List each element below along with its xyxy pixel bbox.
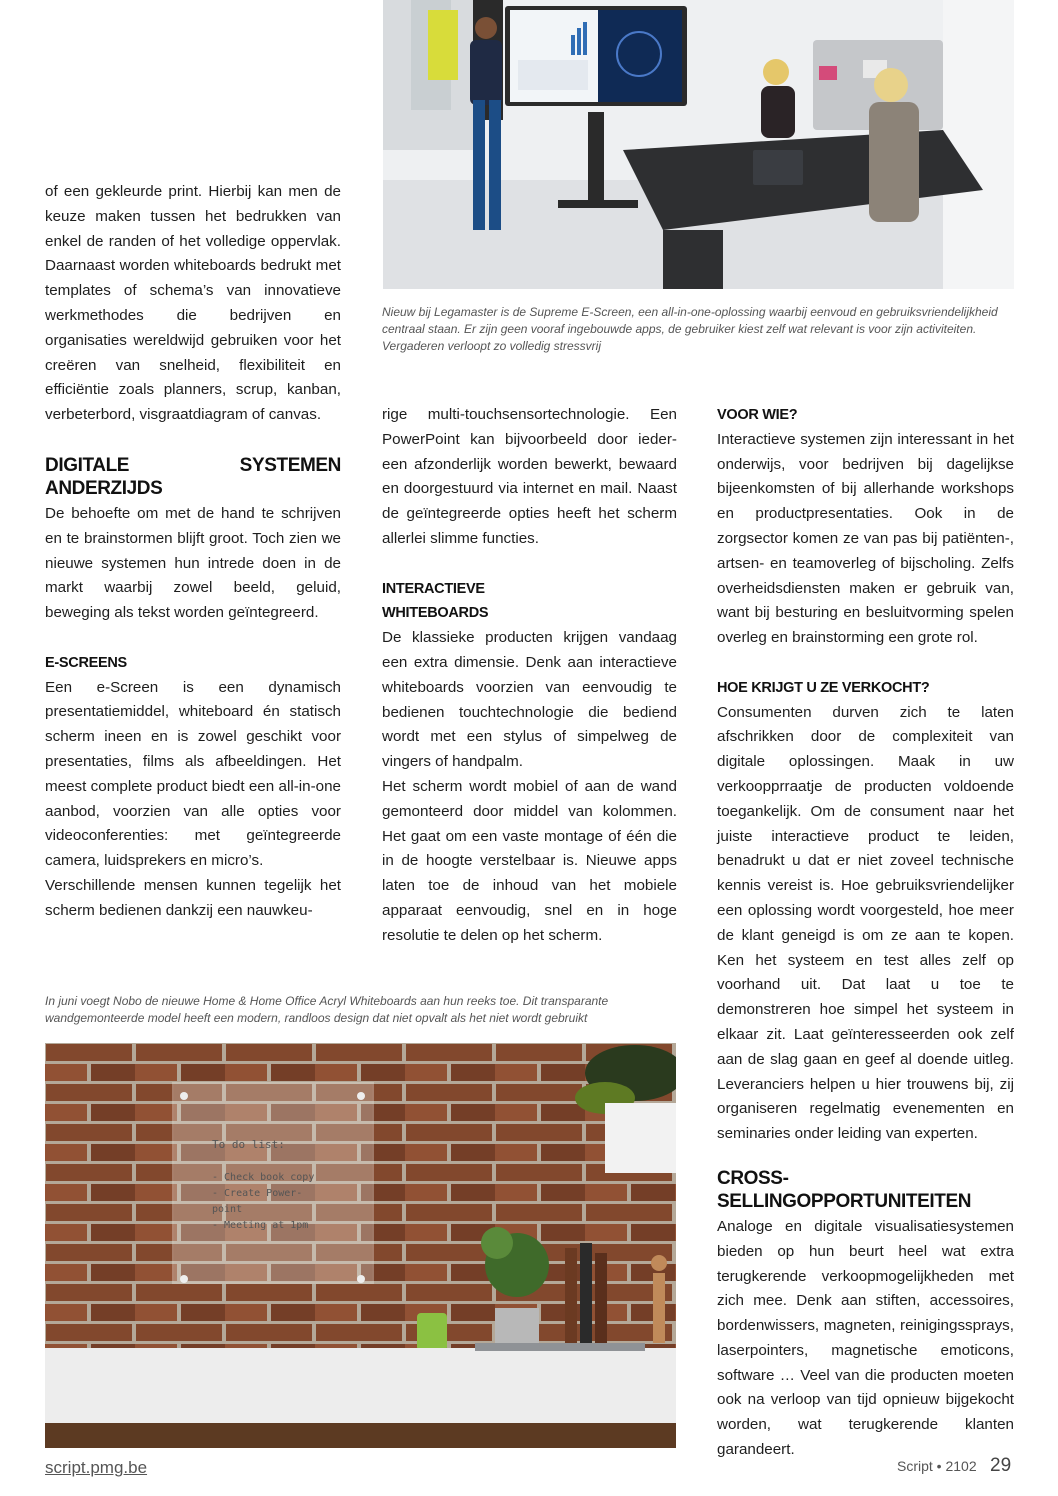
board-note-line: - Check book copy xyxy=(212,1172,315,1183)
desk-surface xyxy=(45,1348,676,1423)
photo-e-screen-meeting xyxy=(383,0,1014,289)
caption-e-screen: Nieuw bij Legamaster is de Supreme E-Screen, een all-in-one-oplossing waarbij eenvoud en gebruiksvriendelijkheid centraal staan. Er zijn geen vooraf ingebouwde apps, de gebruiker kiest zelf wat relevant is voor zijn activiteiten. Vergaderen verloopt zo volledig stressvrij xyxy=(382,305,998,353)
paragraph: of een gekleurde print. Hierbij kan men de keuze maken tussen het bedrukken van enkel de randen of het volledige oppervlak. Daarnaast worden whiteboards bedrukt met templates of schema’s van innovatieve werkmethodes die bedrijven en organisaties wereldwijd gebruiken voor het creëren van snelheid, flexibiliteit en efficiëntie zoals planners, scrup, kanban, verbeterbord, visgraatdiagram of canvas. xyxy=(45,183,341,424)
paragraph: Interactieve systemen zijn interessant in het onderwijs, voor bedrijven bij dagelijkse bijeenkomsten of bij allerhande workshops en productpresentaties. Ook in de zorgsector komen ze van pas bij patiënten-, artsen- en teamoverleg of bijscholing. Zelfs overheidsdiensten maken er gebruik van, want bij besturing en besluitvorming spelen overleg en brainstorming een grote rol. xyxy=(717,430,1014,647)
paragraph: Analoge en digitale visualisatiesystemen bieden op hun beurt heel wat extra terugkerende verkoopmogelijkheden met zich mee. Denk aan stiften, accessoires, bordenwissers, magneten, reinigingssprays, laserpointers, magnetische emoticons, software … Veel van die producten moeten ook na verloop van tijd opnieuw bijgekocht worden, wat terugkerende klanten garandeert. xyxy=(717,1217,1014,1459)
paragraph: Consumenten durven zich te laten afschrikken door de complexiteit van digitale oplossingen. Maak in uw verkoopprraatje de producten voldoende toegankelijk. Om de consument naar het juiste interactieve product te leiden, benadrukt u dat er niet zoveel technische kennis vereist is. Hoe gebruiksvriendelijker een oplossing wordt voorgesteld, hoe meer de klant geneigd is om ze aan te kopen. Ken het systeem en test alles zelf op voorhand uit. Dat laat u toe te demonstreren hoe simpel het systeem in elkaar zit. Laat geïnteresseerden ook zelf aan de slag gaan en geef al doende uitleg. Leveranciers helpen u hier trouwens bij, zij organiseren regelmatig evenementen en seminaries onder leiding van experten. xyxy=(717,703,1014,1143)
footer-website-link[interactable]: script.pmg.be xyxy=(45,1458,148,1477)
paragraph: De klassieke producten krijgen vandaag een extra dimensie. Denk aan interactieve whiteboards voorzien van eenvoudig te bedienen touchtechnologie die bediend wordt met een stylus of simpelweg de vingers of handpalm. xyxy=(382,629,677,771)
paragraph: De behoefte om met de hand te schrijven en te brainstormen blijft groot. Toch zien we nieuwe systemen hun intrede doen in de markt waarbij zowel beeld, geluid, beweging als tekst worden geïntegreerd. xyxy=(45,504,341,622)
heading-voor-wie: VOOR WIE? xyxy=(717,407,798,423)
heading-e-screens: E-SCREENS xyxy=(45,654,127,671)
heading-digitale-systemen: DIGITALE SYSTEMEN ANDERZIJDS xyxy=(45,454,341,499)
footer-issue: Script • 2102 xyxy=(897,1458,977,1474)
caption-acryl-whiteboard: In juni voegt Nobo de nieuwe Home & Home Office Acryl Whiteboards aan hun reeks toe. Dit transparante wandgemonteerde model heeft een modern, randloos design dat niet opvalt als het niet wordt gebruikt xyxy=(45,994,609,1025)
paragraph: rige multi-touchsensortechnologie. Een PowerPoint kan bijvoorbeeld door ieder-een afzonderlijk worden bewerkt, bewaard en doorgestuurd via internet en mail. Naast de geïntegreerde opties heeft het scherm allerlei slimme functies. xyxy=(382,406,677,547)
article-column-2 xyxy=(382,403,677,949)
paragraph: Een e-Screen is een dynamisch presentatiemiddel, whiteboard én statisch scherm ineen en is zowel geschikt voor presentaties, films als afbeeldingen. Het meest complete product biedt een all-in-one aanbod, voorzien van alle opties voor videoconferenties: met geïntegreerde camera, luidsprekers en micro’s. xyxy=(45,678,341,870)
board-note-title: To do list: xyxy=(212,1138,285,1151)
board-note-line: - Create Power- xyxy=(212,1188,303,1199)
paragraph: Verschillende mensen kunnen tegelijk het scherm bedienen dankzij een nauwkeu- xyxy=(45,876,341,919)
page-number: 29 xyxy=(990,1455,1012,1476)
e-screen-meeting-illustration xyxy=(383,0,1014,289)
article-column-3 xyxy=(717,403,1014,1463)
heading-hoe-krijgt-u-ze-verkocht: HOE KRIJGT U ZE VERKOCHT? xyxy=(717,679,930,696)
heading-interactieve-whiteboards: INTERACTIEVE WHITEBOARDS xyxy=(382,580,489,622)
acryl-whiteboard-illustration xyxy=(45,1043,676,1448)
board-note-line: point xyxy=(212,1204,243,1215)
paragraph: Het scherm wordt mobiel of aan de wand gemonteerd door middel van kolommen. Het gaat om een vaste montage of één die in de hoogte verstelbaar is. Nieuwe apps laten toe de inhoud van het mobiele apparaat eenvoudig, snel en in hoge resolutie te delen op het scherm. xyxy=(382,777,677,944)
board-note-line: - Meeting at 1pm xyxy=(212,1220,309,1231)
article-column-1 xyxy=(45,180,341,924)
heading-cross-selling: CROSS-SELLINGOPPORTUNITEITEN xyxy=(717,1167,972,1212)
acryl-board xyxy=(173,1083,373,1283)
photo-acryl-whiteboard xyxy=(45,1043,676,1448)
